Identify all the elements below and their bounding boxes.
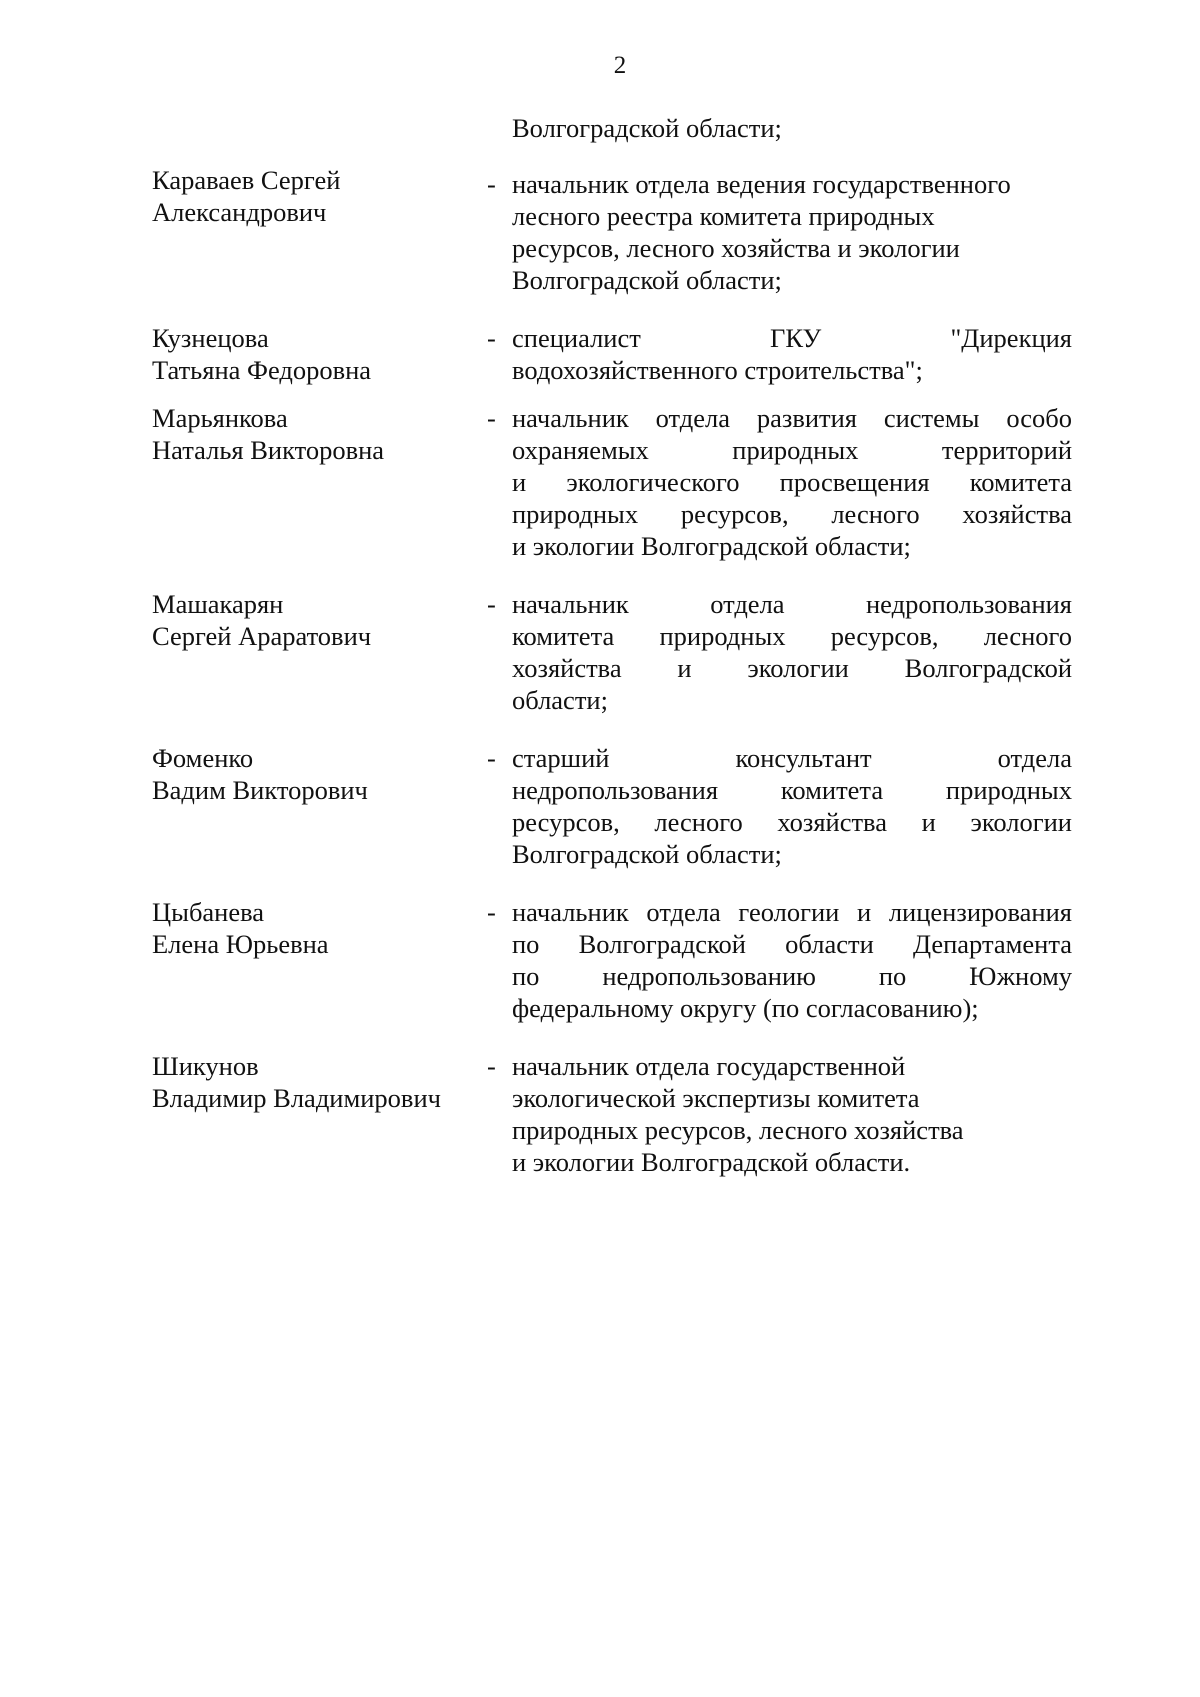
member-given-name-line: Татьяна Федоровна (152, 355, 372, 385)
member-given-name-line: Елена Юрьевна (152, 929, 329, 959)
member-position (512, 742, 1072, 870)
member-given-name-line: Владимир Владимирович (152, 1083, 441, 1113)
member-name (152, 588, 487, 652)
position-line: ресурсов, лесного хозяйства и экологии (512, 807, 1072, 837)
position-line: охраняемых природных территорий (512, 435, 1072, 465)
position-line: Волгоградской области; (512, 265, 782, 295)
member-entry (152, 1050, 1072, 1178)
member-entry (152, 322, 1072, 386)
member-surname-line: Цыбанева (152, 897, 265, 927)
position-line: Волгоградской области; (512, 839, 782, 869)
position-line: начальник отдела развития системы особо (512, 403, 1072, 433)
member-name (152, 1050, 487, 1114)
member-position (512, 588, 1072, 716)
member-position (512, 896, 1072, 1024)
member-entry (152, 588, 1072, 716)
position-line: хозяйства и экологии Волгоградской (512, 653, 1072, 683)
continuation-line: Волгоградской области; (512, 113, 782, 143)
member-entry (152, 164, 1072, 296)
member-name (152, 322, 487, 386)
position-line: по недропользованию по Южному (512, 961, 1072, 991)
member-position (512, 1050, 1072, 1178)
entry-dash: - (487, 897, 496, 927)
entry-dash: - (487, 323, 496, 353)
position-line: старший консультант отдела (512, 743, 1072, 773)
position-line: природных ресурсов, лесного хозяйства (512, 1115, 964, 1145)
position-line: комитета природных ресурсов, лесного (512, 621, 1072, 651)
position-line: специалист ГКУ "Дирекция (512, 323, 1072, 353)
member-name (152, 896, 487, 960)
position-line: недропользования комитета природных (512, 775, 1072, 805)
member-entry (152, 896, 1072, 1024)
position-line: экологической экспертизы комитета (512, 1083, 920, 1113)
member-name (152, 164, 487, 228)
position-line: начальник отдела недропользования (512, 589, 1072, 619)
position-line: природных ресурсов, лесного хозяйства (512, 499, 1072, 529)
member-position (512, 322, 1072, 386)
member-surname-line: Караваев Сергей (152, 165, 341, 195)
member-name (152, 402, 487, 466)
page-number: 2 (613, 52, 627, 79)
position-line: и экологии Волгоградской области; (512, 531, 911, 561)
position-line: водохозяйственного строительства"; (512, 355, 923, 385)
position-line: лесного реестра комитета природных (512, 201, 935, 231)
position-line: начальник отдела геологии и лицензирования (512, 897, 1072, 927)
member-surname-line: Машакарян (152, 589, 284, 619)
position-line: начальник отдела ведения государственного (512, 169, 1011, 199)
member-entry (152, 742, 1072, 870)
position-line: по Волгоградской области Департамента (512, 929, 1072, 959)
position-line: начальник отдела государственной (512, 1051, 906, 1081)
entry-dash: - (487, 743, 496, 773)
member-given-name-line: Наталья Викторовна (152, 435, 385, 465)
member-position (512, 402, 1072, 562)
entries-container (152, 164, 1072, 1178)
members-list (152, 112, 1072, 1178)
position-line: и экологического просвещения комитета (512, 467, 1072, 497)
position-line: федеральному округу (по согласованию); (512, 993, 979, 1023)
entry-dash: - (487, 589, 496, 619)
position-line: ресурсов, лесного хозяйства и экологии (512, 233, 960, 263)
member-name (152, 742, 487, 806)
member-surname-line: Кузнецова (152, 323, 269, 353)
member-surname-line: Марьянкова (152, 403, 288, 433)
member-given-name-line: Вадим Викторович (152, 775, 368, 805)
member-surname-line: Шикунов (152, 1051, 259, 1081)
member-given-name-line: Сергей Араратович (152, 621, 372, 651)
member-given-name-line: Александрович (152, 197, 327, 227)
entry-dash: - (487, 1051, 496, 1081)
position-line: области; (512, 685, 608, 715)
member-entry (152, 402, 1072, 562)
entry-dash: - (487, 403, 496, 433)
entry-dash: - (487, 169, 496, 199)
member-position (512, 168, 1072, 296)
position-line: и экологии Волгоградской области. (512, 1147, 911, 1177)
member-surname-line: Фоменко (152, 743, 254, 773)
